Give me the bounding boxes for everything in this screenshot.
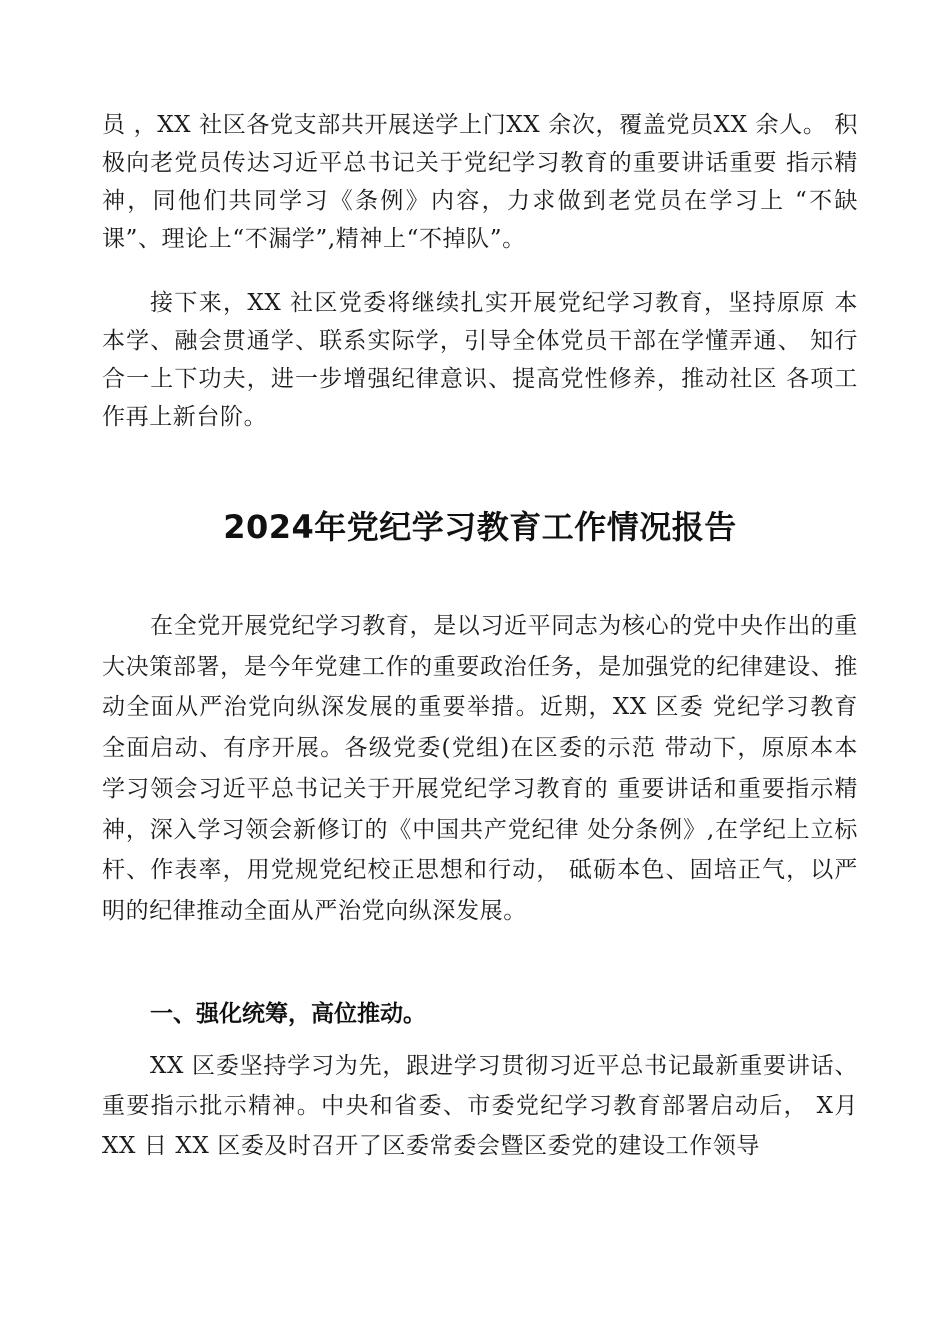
closing-paragraph: 接下来，XX 社区党委将继续扎实开展党纪学习教育，坚持原原 本本学、融会贯通学、联系实际学，引导全体党员干部在学懂弄通、 知行合一上下功夫，进一步增强纪律意识、提高党性修养，推动社区 各项工作再上新台阶。	[102, 290, 858, 430]
section-paragraph: XX 区委坚持学习为先，跟进学习贯彻习近平总书记最新重要讲话、重要指示批示精神。中央和省委、市委党纪学习教育部署启动后， X月 XX 日 XX 区委及时召开了区委常委会暨区委党的建设工作领导	[102, 1053, 866, 1159]
report-title: 2024年党纪学习教育工作情况报告	[223, 508, 737, 546]
section-heading: 一、强化统筹，高位推动。	[150, 1001, 426, 1027]
intro-paragraph: 在全党开展党纪学习教育，是以习近平同志为核心的党中央作出的重大决策部署，是今年党建工作的重要政治任务，是加强党的纪律建设、推动全面从严治党向纵深发展的重要举措。近期，XX 区委 党纪学习教育全面启动、有序开展。各级党委(党组)在区委的示范 带动下，原原本本学习领会习近平总书记关于开展党纪学习教育的 重要讲话和重要指示精神，深入学习领会新修订的《中国共产党纪律 处分条例》,在学纪上立标杆、作表率，用党规党纪校正思想和行动， 砥砺本色、固培正气，以严明的纪律推动全面从严治党向纵深发展。	[102, 613, 858, 924]
continued-paragraph: 员 ，XX 社区各党支部共开展送学上门XX 余次，覆盖党员XX 余人。 积极向老党员传达习近平总书记关于党纪学习教育的重要讲话重要 指示精神，同他们共同学习《条例》内容，力求做到老党员在学习上 “不缺课”、理论上“不漏学”,精神上“不掉队”。	[102, 112, 858, 252]
